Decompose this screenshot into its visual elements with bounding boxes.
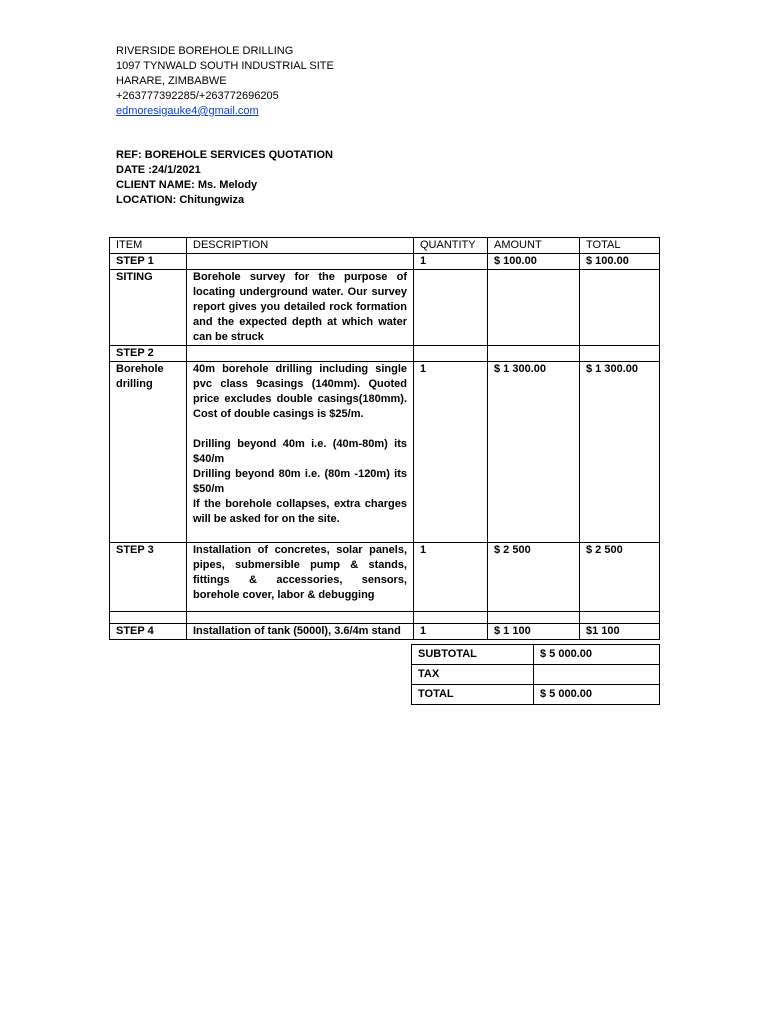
total-label: TOTAL — [412, 685, 534, 705]
drilling-desc-p2a: Drilling beyond 40m i.e. (40m-80m) its $40/m — [193, 438, 407, 465]
header-amount: AMOUNT — [488, 238, 580, 254]
step4-description: Installation of tank (5000l), 3.6/4m stand — [187, 624, 414, 640]
tax-value — [534, 665, 660, 685]
totals-table — [411, 644, 660, 705]
table-header-row — [110, 238, 660, 254]
header-total: TOTAL — [580, 238, 660, 254]
step4-quantity: 1 — [414, 624, 488, 640]
total-row — [412, 685, 660, 705]
tax-label: TAX — [412, 665, 534, 685]
ref-line: REF: BOREHOLE SERVICES QUOTATION — [116, 149, 333, 161]
table-row — [110, 270, 660, 346]
drilling-desc-p2c: If the borehole collapses, extra charges will be asked for on the site. — [193, 498, 407, 525]
step3-item: STEP 3 — [110, 543, 187, 612]
tax-row — [412, 665, 660, 685]
company-name: RIVERSIDE BOREHOLE DRILLING — [116, 45, 294, 57]
siting-item: SITING — [110, 270, 187, 346]
drilling-total: $ 1 300.00 — [580, 362, 660, 543]
table-row — [110, 624, 660, 640]
step3-total: $ 2 500 — [580, 543, 660, 612]
step1-item: STEP 1 — [110, 254, 187, 270]
address-line-2: HARARE, ZIMBABWE — [116, 75, 227, 87]
drilling-description — [187, 362, 414, 543]
subtotal-label: SUBTOTAL — [412, 645, 534, 665]
address-line-1: 1097 TYNWALD SOUTH INDUSTRIAL SITE — [116, 60, 334, 72]
header-item: ITEM — [110, 238, 187, 254]
step3-description: Installation of concretes, solar panels, pipes, submersible pump & stands, fittings & accessories, sensors, borehole cover, labor & debugging — [187, 543, 414, 612]
table-row — [110, 254, 660, 270]
table-row — [110, 612, 660, 624]
table-row — [110, 543, 660, 612]
step1-description — [187, 254, 414, 270]
date-line: DATE :24/1/2021 — [116, 164, 201, 176]
drilling-quantity: 1 — [414, 362, 488, 543]
drilling-desc-p2b: Drilling beyond 80m i.e. (80m -120m) its $50/m — [193, 468, 407, 495]
subtotal-row — [412, 645, 660, 665]
step4-amount: $ 1 100 — [488, 624, 580, 640]
table-row — [110, 346, 660, 362]
letterhead — [116, 44, 334, 119]
client-line: CLIENT NAME: Ms. Melody — [116, 179, 258, 191]
step3-amount: $ 2 500 — [488, 543, 580, 612]
total-value: $ 5 000.00 — [534, 685, 660, 705]
email-link[interactable]: edmoresigauke4@gmail.com — [116, 105, 259, 117]
step1-quantity: 1 — [414, 254, 488, 270]
location-line: LOCATION: Chitungwiza — [116, 194, 245, 206]
siting-description: Borehole survey for the purpose of locating underground water. Our survey report gives you detailed rock formation and the expected depth at which water can be struck — [187, 270, 414, 346]
table-row — [110, 362, 660, 543]
step1-total: $ 100.00 — [580, 254, 660, 270]
step4-item: STEP 4 — [110, 624, 187, 640]
header-quantity: QUANTITY — [414, 238, 488, 254]
subtotal-value: $ 5 000.00 — [534, 645, 660, 665]
header-description: DESCRIPTION — [187, 238, 414, 254]
step4-total: $1 100 — [580, 624, 660, 640]
phone-numbers: +263777392285/+263772696205 — [116, 90, 279, 102]
reference-block — [116, 148, 333, 208]
step3-quantity: 1 — [414, 543, 488, 612]
quotation-table — [109, 237, 660, 640]
step2-item: STEP 2 — [110, 346, 187, 362]
step1-amount: $ 100.00 — [488, 254, 580, 270]
drilling-desc-p1: 40m borehole drilling including single pvc class 9casings (140mm). Quoted price excludes double casings(180mm). Cost of double casings is $25/m. — [193, 363, 407, 420]
drilling-amount: $ 1 300.00 — [488, 362, 580, 543]
drilling-item: Borehole drilling — [110, 362, 187, 543]
